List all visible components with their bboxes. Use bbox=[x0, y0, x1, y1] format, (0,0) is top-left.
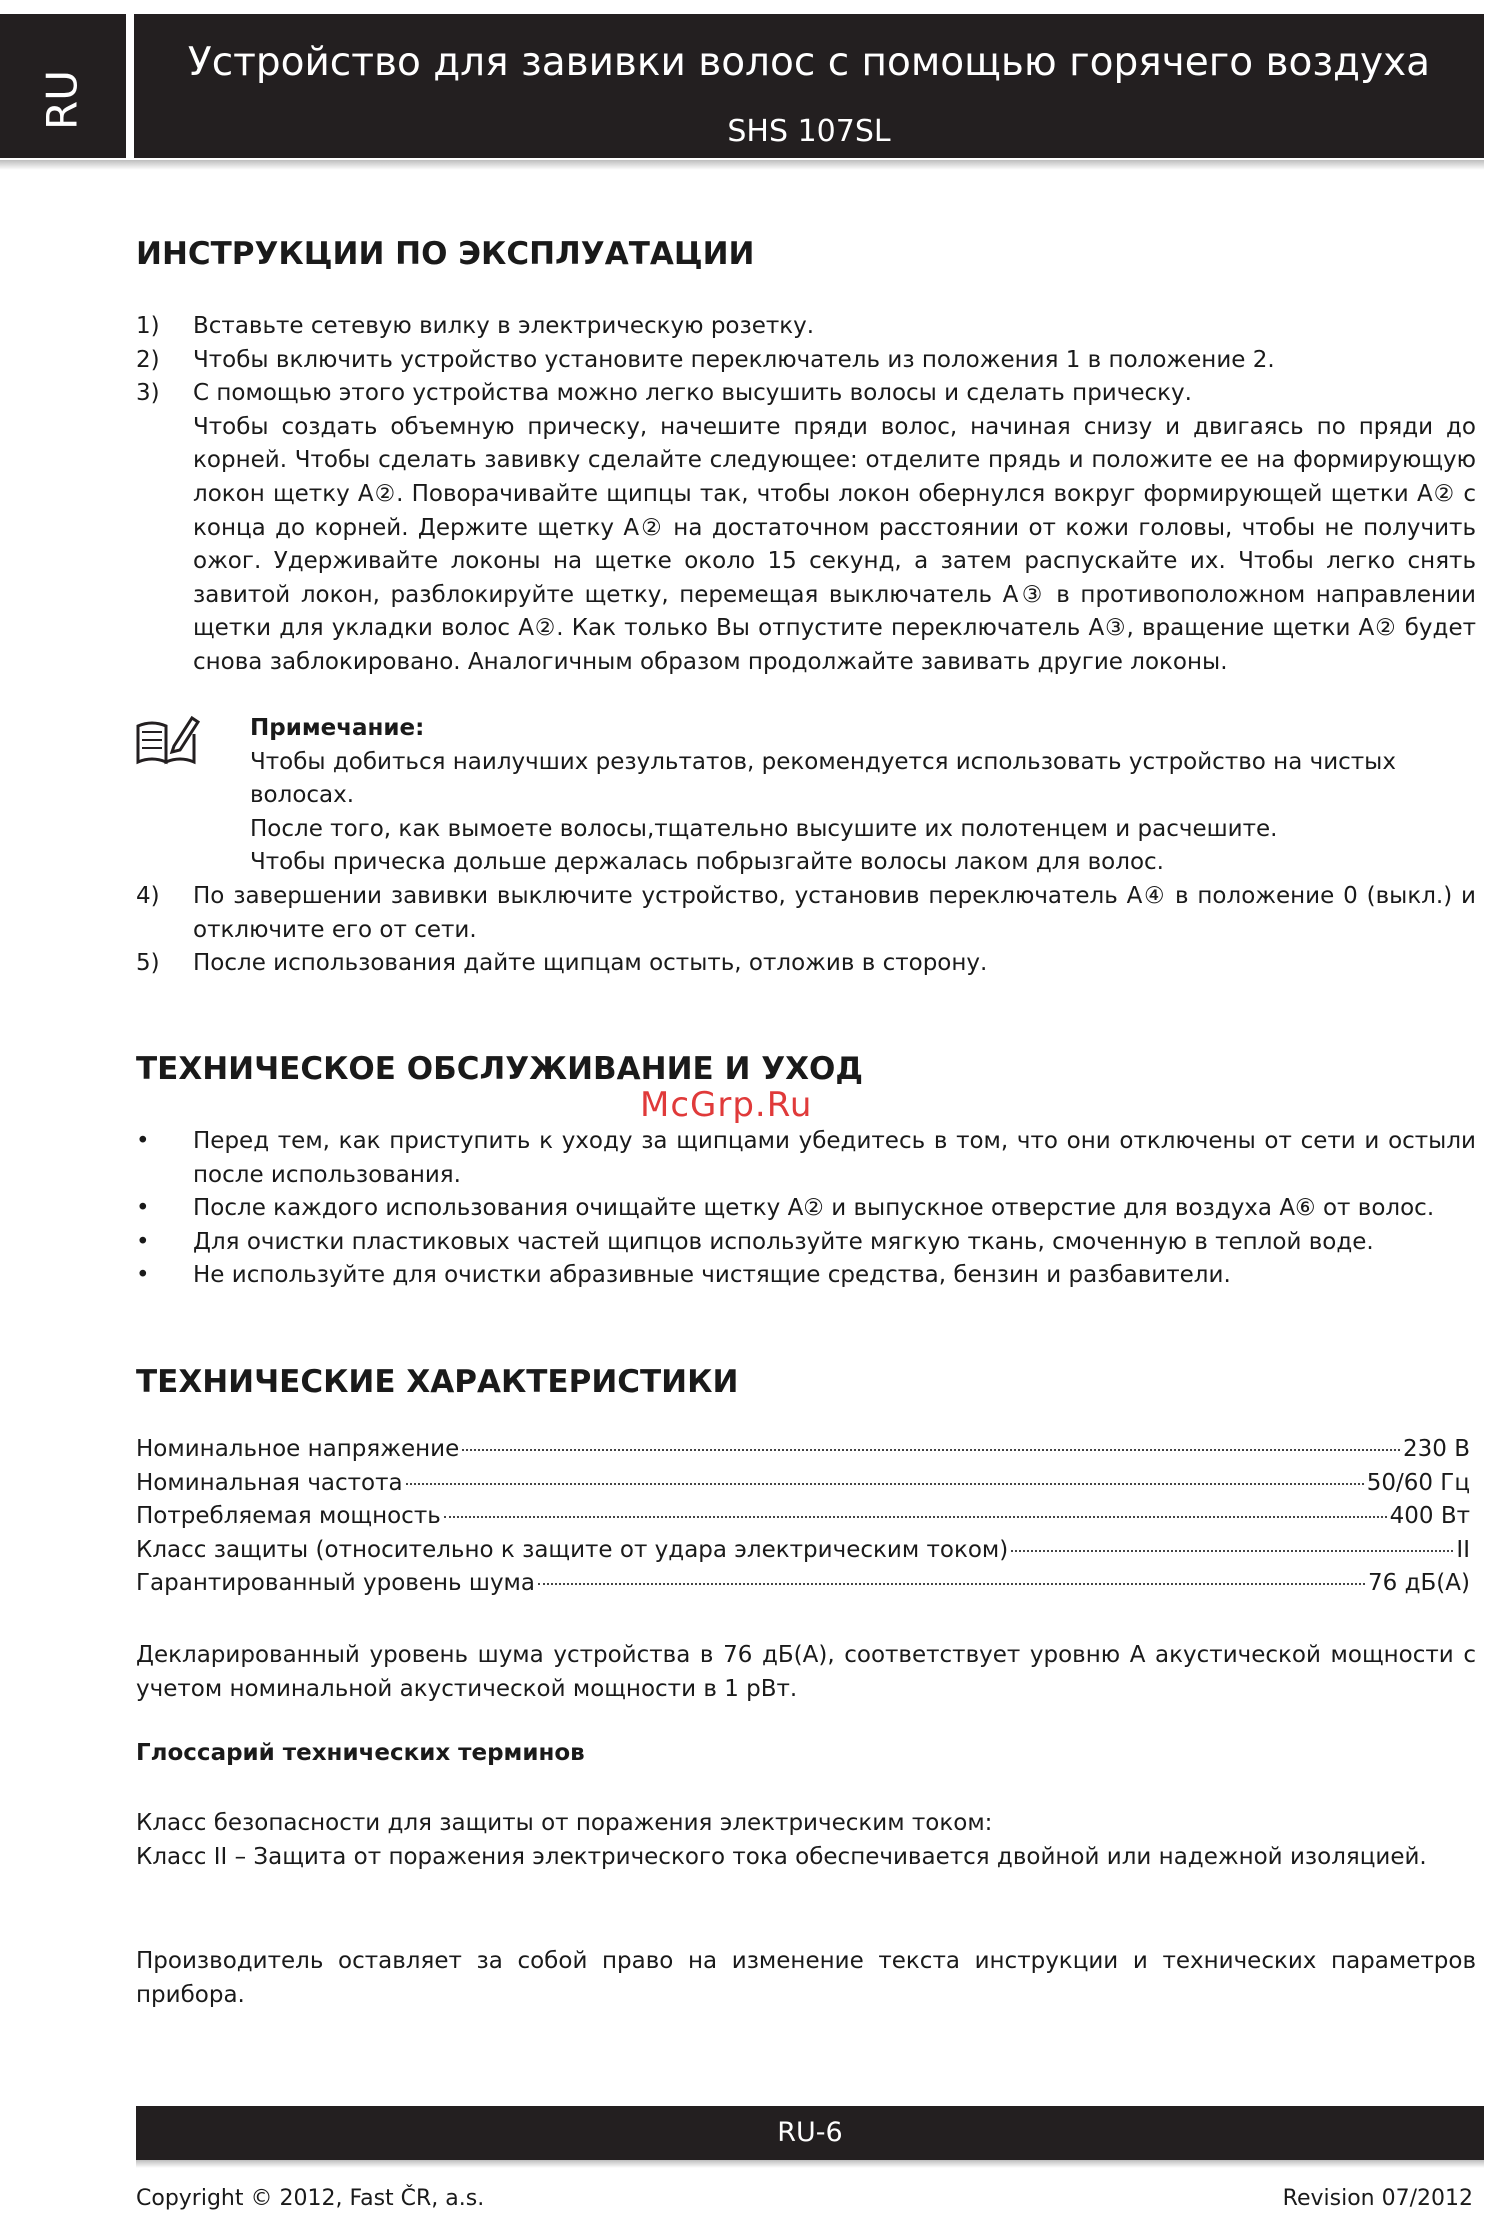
specs-heading: ТЕХНИЧЕСКИЕ ХАРАКТЕРИСТИКИ bbox=[136, 1364, 739, 1400]
header-bar bbox=[134, 14, 1484, 158]
item-marker: 2) bbox=[136, 346, 160, 373]
spec-row bbox=[136, 1570, 1470, 1604]
spec-value: 50/60 Гц bbox=[1366, 1469, 1470, 1496]
model-number: SHS 107SL bbox=[727, 114, 891, 149]
spec-row bbox=[136, 1537, 1470, 1571]
noise-note: Декларированный уровень шума устройства в 76 дБ(A), соответствует уровню A акустической мощности с учетом номинальной акустической мощности в 1 pВт. bbox=[136, 1642, 1476, 1702]
note-title: Примечание: bbox=[250, 715, 425, 741]
item-text: По завершении завивки выключите устройство, установив переключатель A④ в положение 0 (выкл.) и отключите его от сети. bbox=[193, 883, 1476, 943]
header-shadow bbox=[0, 160, 1484, 170]
list-item bbox=[136, 1259, 1476, 1293]
instructions-list-continued bbox=[136, 880, 1476, 981]
list-item bbox=[136, 1226, 1476, 1260]
dot-leader bbox=[538, 1583, 1365, 1585]
footer-shadow bbox=[136, 2160, 1484, 2168]
spec-row bbox=[136, 1503, 1470, 1537]
list-item bbox=[136, 947, 1476, 981]
dot-leader bbox=[462, 1449, 1400, 1451]
item-text: После использования дайте щипцам остыть, отложив в сторону. bbox=[193, 950, 988, 977]
list-item bbox=[136, 344, 1476, 378]
instructions-heading: ИНСТРУКЦИИ ПО ЭКСПЛУАТАЦИИ bbox=[136, 236, 755, 272]
spec-name: Номинальное напряжение bbox=[136, 1436, 460, 1462]
item-marker: 1) bbox=[136, 313, 160, 339]
spec-value: 400 Вт bbox=[1389, 1503, 1470, 1530]
list-item bbox=[136, 880, 1476, 947]
item-text: После каждого использования очищайте щетку A② и выпускное отверстие для воздуха A⑥ от волос. bbox=[193, 1195, 1435, 1222]
dot-leader bbox=[444, 1516, 1387, 1518]
copyright: Copyright © 2012, Fast ČR, a.s. bbox=[136, 2186, 485, 2211]
revision: Revision 07/2012 bbox=[1282, 2186, 1473, 2211]
glossary-text bbox=[136, 1807, 1476, 1874]
bullet-marker: • bbox=[136, 1195, 150, 1222]
list-item bbox=[136, 1192, 1476, 1226]
language-tab bbox=[0, 14, 126, 158]
item-text: Вставьте сетевую вилку в электрическую розетку. bbox=[193, 313, 815, 339]
watermark: McGrp.Ru bbox=[640, 1085, 813, 1125]
item-marker: 3) bbox=[136, 380, 160, 407]
item-text: Для очистки пластиковых частей щипцов используйте мягкую ткань, смоченную в теплой воде. bbox=[193, 1228, 1374, 1255]
note-line: После того, как вымоете волосы,тщательно высушите их полотенцем и расчешите. bbox=[250, 815, 1278, 842]
bullet-marker: • bbox=[136, 1228, 150, 1255]
list-item bbox=[136, 310, 1476, 344]
item-text: С помощью этого устройства можно легко высушить волосы и сделать прическу. bbox=[193, 380, 1192, 407]
spec-name: Класс защиты (относительно к защите от удара электрическим током) bbox=[136, 1536, 1009, 1563]
spec-row bbox=[136, 1470, 1470, 1504]
maintenance-heading: ТЕХНИЧЕСКОЕ ОБСЛУЖИВАНИЕ И УХОД bbox=[136, 1051, 864, 1087]
item-text: Чтобы создать объемную прическу, начешите пряди волос, начиная снизу и двигаясь по пряди до корней. Чтобы сделать завивку сделайте следующее: отделите прядь и положите ее на формирующую локон щетку A②. Поворачивайте щипцы так, чтобы локон обернулся вокруг формирующей щетки A② с конца до корней. Держите щетку A② на достаточном расстоянии от кожи головы, чтобы не получить ожог. Удерживайте локоны на щетке около 15 секунд, а затем распускайте их. Чтобы легко снять завитой локон, разблокируйте щетку, перемещая выключатель A③ в противоположном направлении щетки для укладки волос A②. Как только Вы отпустите переключатель A③, вращение щетки A② будет снова заблокировано. Аналогичным образом продолжайте завивать другие локоны. bbox=[193, 413, 1476, 675]
page-number-bar: RU-6 bbox=[136, 2106, 1484, 2160]
glossary-line: Класс безопасности для защиты от поражения электрическим током: bbox=[136, 1810, 993, 1836]
disclaimer: Производитель оставляет за собой право на изменение текста инструкции и технических параметров прибора. bbox=[136, 1948, 1476, 2008]
item-text: Перед тем, как приступить к уходу за щипцами убедитесь в том, что они отключены от сети и остыли после использования. bbox=[193, 1128, 1476, 1188]
dot-leader bbox=[406, 1483, 1364, 1485]
glossary-line: Класс II – Защита от поражения электрического тока обеспечивается двойной или надежной изоляцией. bbox=[136, 1843, 1427, 1870]
spec-row bbox=[136, 1436, 1470, 1470]
spec-value: II bbox=[1456, 1536, 1470, 1563]
note-line: Чтобы прическа дольше держалась побрызгайте волосы лаком для волос. bbox=[250, 849, 1164, 876]
instructions-list bbox=[136, 310, 1476, 680]
bullet-marker: • bbox=[136, 1128, 150, 1154]
glossary-heading: Глоссарий технических терминов bbox=[136, 1740, 585, 1766]
spec-name: Потребляемая мощность bbox=[136, 1503, 441, 1530]
item-marker: 5) bbox=[136, 950, 160, 977]
item-text: Чтобы включить устройство установите переключатель из положения 1 в положение 2. bbox=[193, 346, 1275, 373]
open-book-pencil-icon bbox=[134, 712, 200, 768]
spec-name: Гарантированный уровень шума bbox=[136, 1570, 536, 1597]
list-item bbox=[136, 1125, 1476, 1192]
bullet-marker: • bbox=[136, 1262, 150, 1289]
list-item bbox=[136, 377, 1476, 679]
note-block bbox=[250, 712, 1476, 880]
document-title: Устройство для завивки волос с помощью горячего воздуха bbox=[187, 40, 1431, 85]
note-line: Чтобы добиться наилучших результатов, рекомендуется использовать устройство на чистых волосах. bbox=[250, 748, 1396, 809]
dot-leader bbox=[1011, 1550, 1453, 1552]
maintenance-list bbox=[136, 1125, 1476, 1293]
spec-value: 76 дБ(A) bbox=[1368, 1570, 1470, 1597]
language-code: RU bbox=[37, 70, 87, 130]
spec-value: 230 В bbox=[1403, 1436, 1470, 1462]
specs-table bbox=[136, 1436, 1470, 1604]
spec-name: Номинальная частота bbox=[136, 1469, 403, 1496]
item-text: Не используйте для очистки абразивные чистящие средства, бензин и разбавители. bbox=[193, 1262, 1231, 1289]
item-marker: 4) bbox=[136, 883, 160, 909]
